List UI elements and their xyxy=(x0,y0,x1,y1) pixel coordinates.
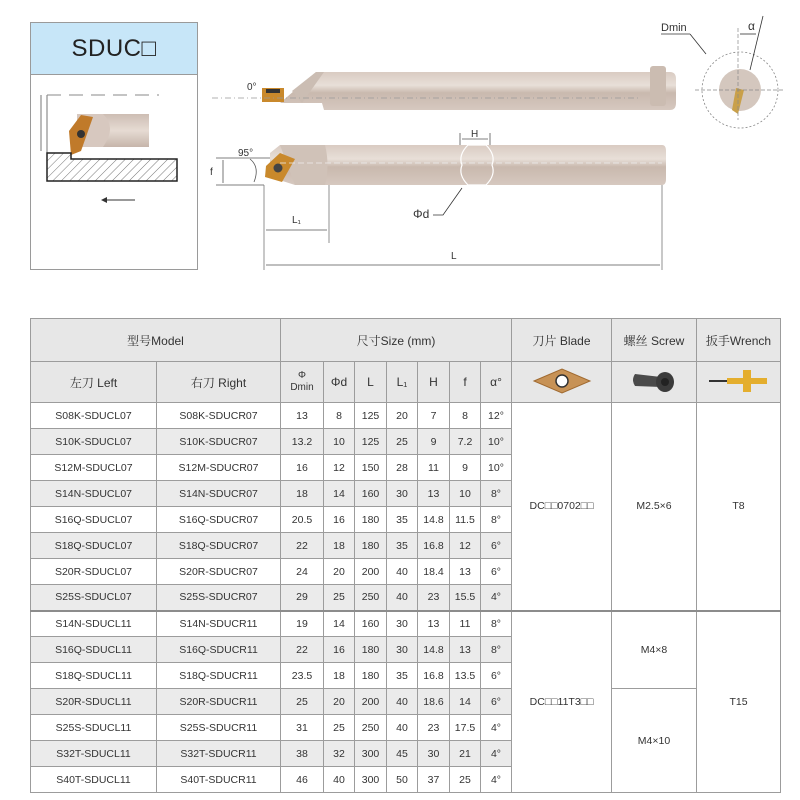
cell-H: 18.4 xyxy=(418,559,450,585)
cell-L: 200 xyxy=(355,689,387,715)
cell-L1: 20 xyxy=(387,403,418,429)
cell-L: 200 xyxy=(355,559,387,585)
cell-alpha: 6° xyxy=(481,559,512,585)
cell-L1: 30 xyxy=(387,611,418,637)
end-view-drawing xyxy=(650,10,800,140)
model-right: S32T-SDUCR11 xyxy=(157,741,281,767)
model-left: S14N-SDUCL07 xyxy=(31,481,157,507)
cell-d: 18 xyxy=(324,533,355,559)
model-left: S32T-SDUCL11 xyxy=(31,741,157,767)
cell-alpha: 4° xyxy=(481,767,512,793)
cell-dmin: 13 xyxy=(281,403,324,429)
cell-dmin: 19 xyxy=(281,611,324,637)
cell-L1: 28 xyxy=(387,455,418,481)
model-left: S16Q-SDUCL11 xyxy=(31,637,157,663)
cell-H: 11 xyxy=(418,455,450,481)
cell-alpha: 10° xyxy=(481,429,512,455)
boring-schematic xyxy=(31,75,197,269)
header-blade: 刀片 Blade xyxy=(512,319,612,362)
cell-dmin: 24 xyxy=(281,559,324,585)
cell-d: 20 xyxy=(324,689,355,715)
model-left: S12M-SDUCL07 xyxy=(31,455,157,481)
model-left: S20R-SDUCL11 xyxy=(31,689,157,715)
cell-L1: 50 xyxy=(387,767,418,793)
model-left: S18Q-SDUCL07 xyxy=(31,533,157,559)
cell-L: 150 xyxy=(355,455,387,481)
model-left: S25S-SDUCL07 xyxy=(31,585,157,611)
tool-drawing xyxy=(200,55,680,275)
model-left: S40T-SDUCL11 xyxy=(31,767,157,793)
header-dmin-top: Φ xyxy=(298,370,306,381)
cell-H: 7 xyxy=(418,403,450,429)
cell-H: 23 xyxy=(418,715,450,741)
screw-07: M2.5×6 xyxy=(612,403,697,611)
cell-alpha: 12° xyxy=(481,403,512,429)
table-row xyxy=(31,611,781,637)
header-phid: Φd xyxy=(324,362,355,403)
cell-L1: 40 xyxy=(387,689,418,715)
rake-angle-label: 0° xyxy=(247,82,257,93)
cell-f: 10 xyxy=(450,481,481,507)
cell-f: 11 xyxy=(450,611,481,637)
model-right: S14N-SDUCR11 xyxy=(157,611,281,637)
cell-H: 13 xyxy=(418,481,450,507)
product-title: SDUC□ xyxy=(31,23,197,75)
cell-f: 9 xyxy=(450,455,481,481)
cell-d: 14 xyxy=(324,611,355,637)
model-right: S25S-SDUCR11 xyxy=(157,715,281,741)
cell-L1: 30 xyxy=(387,481,418,507)
cell-d: 10 xyxy=(324,429,355,455)
header-screw: 螺丝 Screw xyxy=(612,319,697,362)
cell-alpha: 8° xyxy=(481,611,512,637)
model-right: S18Q-SDUCR11 xyxy=(157,663,281,689)
header-L1: L₁ xyxy=(387,362,418,403)
header-dmin xyxy=(281,362,324,403)
cell-f: 13.5 xyxy=(450,663,481,689)
cell-dmin: 46 xyxy=(281,767,324,793)
model-left: S14N-SDUCL11 xyxy=(31,611,157,637)
screw-icon xyxy=(612,362,697,403)
dmin-label: Dmin xyxy=(661,22,687,34)
wrench-07: T8 xyxy=(697,403,781,611)
model-left: S25S-SDUCL11 xyxy=(31,715,157,741)
cell-f: 13 xyxy=(450,637,481,663)
cell-alpha: 6° xyxy=(481,663,512,689)
header-right: 右刀 Right xyxy=(157,362,281,403)
cell-dmin: 25 xyxy=(281,689,324,715)
cell-d: 14 xyxy=(324,481,355,507)
cell-L: 180 xyxy=(355,663,387,689)
model-right: S12M-SDUCR07 xyxy=(157,455,281,481)
header-alpha: α° xyxy=(481,362,512,403)
cell-L: 125 xyxy=(355,429,387,455)
cell-L: 180 xyxy=(355,507,387,533)
cell-d: 16 xyxy=(324,637,355,663)
cell-f: 11.5 xyxy=(450,507,481,533)
alpha-label: α xyxy=(748,19,755,33)
cell-d: 16 xyxy=(324,507,355,533)
l-dim-label: L xyxy=(451,251,457,262)
cell-dmin: 23.5 xyxy=(281,663,324,689)
cell-H: 9 xyxy=(418,429,450,455)
header-dmin-bottom: Dmin xyxy=(290,382,314,393)
cell-f: 7.2 xyxy=(450,429,481,455)
cell-alpha: 8° xyxy=(481,481,512,507)
cell-L1: 30 xyxy=(387,637,418,663)
cell-L1: 35 xyxy=(387,663,418,689)
cell-L1: 25 xyxy=(387,429,418,455)
cell-alpha: 10° xyxy=(481,455,512,481)
model-left: S20R-SDUCL07 xyxy=(31,559,157,585)
cell-H: 14.8 xyxy=(418,637,450,663)
header-H: H xyxy=(418,362,450,403)
cell-L: 180 xyxy=(355,637,387,663)
cell-f: 21 xyxy=(450,741,481,767)
cell-d: 40 xyxy=(324,767,355,793)
f-dim-label: f xyxy=(210,167,213,178)
cell-alpha: 8° xyxy=(481,507,512,533)
cell-H: 37 xyxy=(418,767,450,793)
cell-alpha: 6° xyxy=(481,533,512,559)
cell-dmin: 31 xyxy=(281,715,324,741)
cell-f: 17.5 xyxy=(450,715,481,741)
model-right: S14N-SDUCR07 xyxy=(157,481,281,507)
cell-d: 12 xyxy=(324,455,355,481)
screw-11a: M4×8 xyxy=(612,611,697,689)
wrench-icon xyxy=(697,362,781,403)
cell-L: 180 xyxy=(355,533,387,559)
model-right: S20R-SDUCR11 xyxy=(157,689,281,715)
cell-f: 25 xyxy=(450,767,481,793)
cell-alpha: 4° xyxy=(481,741,512,767)
cell-f: 15.5 xyxy=(450,585,481,611)
cell-dmin: 16 xyxy=(281,455,324,481)
blade-07: DC□□0702□□ xyxy=(512,403,612,611)
model-right: S10K-SDUCR07 xyxy=(157,429,281,455)
cell-d: 25 xyxy=(324,585,355,611)
table-row xyxy=(31,403,781,429)
model-left: S18Q-SDUCL11 xyxy=(31,663,157,689)
phid-label: Φd xyxy=(413,207,430,221)
cell-L1: 35 xyxy=(387,533,418,559)
cell-alpha: 4° xyxy=(481,585,512,611)
l1-dim-label: L₁ xyxy=(292,215,301,226)
model-left: S08K-SDUCL07 xyxy=(31,403,157,429)
cell-H: 13 xyxy=(418,611,450,637)
cell-H: 14.8 xyxy=(418,507,450,533)
model-right: S25S-SDUCR07 xyxy=(157,585,281,611)
blade-11: DC□□11T3□□ xyxy=(512,611,612,793)
cell-L: 125 xyxy=(355,403,387,429)
model-right: S40T-SDUCR11 xyxy=(157,767,281,793)
cell-alpha: 8° xyxy=(481,637,512,663)
cell-L: 160 xyxy=(355,611,387,637)
cell-f: 14 xyxy=(450,689,481,715)
cell-f: 13 xyxy=(450,559,481,585)
cell-d: 32 xyxy=(324,741,355,767)
cell-f: 8 xyxy=(450,403,481,429)
cell-L1: 35 xyxy=(387,507,418,533)
cell-dmin: 18 xyxy=(281,481,324,507)
cell-dmin: 29 xyxy=(281,585,324,611)
cell-L: 300 xyxy=(355,741,387,767)
cell-L: 300 xyxy=(355,767,387,793)
cell-L: 160 xyxy=(355,481,387,507)
model-right: S16Q-SDUCR07 xyxy=(157,507,281,533)
cell-d: 8 xyxy=(324,403,355,429)
cell-H: 16.8 xyxy=(418,533,450,559)
table-row xyxy=(31,689,781,715)
header-wrench: 扳手Wrench xyxy=(697,319,781,362)
wrench-11: T15 xyxy=(697,611,781,793)
cell-alpha: 6° xyxy=(481,689,512,715)
cell-d: 20 xyxy=(324,559,355,585)
lead-angle-label: 95° xyxy=(238,148,254,159)
cell-L1: 40 xyxy=(387,715,418,741)
model-right: S08K-SDUCR07 xyxy=(157,403,281,429)
cell-L1: 40 xyxy=(387,559,418,585)
model-left: S10K-SDUCL07 xyxy=(31,429,157,455)
cell-alpha: 4° xyxy=(481,715,512,741)
cell-L: 250 xyxy=(355,715,387,741)
blade-insert-icon xyxy=(512,362,612,403)
cell-dmin: 22 xyxy=(281,533,324,559)
header-L: L xyxy=(355,362,387,403)
title-box xyxy=(30,22,198,270)
screw-11b: M4×10 xyxy=(612,689,697,793)
cell-dmin: 22 xyxy=(281,637,324,663)
spec-table xyxy=(30,318,781,793)
header-f: f xyxy=(450,362,481,403)
cell-H: 18.6 xyxy=(418,689,450,715)
header-left: 左刀 Left xyxy=(31,362,157,403)
cell-H: 16.8 xyxy=(418,663,450,689)
cell-dmin: 20.5 xyxy=(281,507,324,533)
cell-dmin: 13.2 xyxy=(281,429,324,455)
cell-L1: 40 xyxy=(387,585,418,611)
cell-H: 23 xyxy=(418,585,450,611)
cell-H: 30 xyxy=(418,741,450,767)
model-right: S18Q-SDUCR07 xyxy=(157,533,281,559)
cell-d: 25 xyxy=(324,715,355,741)
cell-f: 12 xyxy=(450,533,481,559)
model-left: S16Q-SDUCL07 xyxy=(31,507,157,533)
cell-d: 18 xyxy=(324,663,355,689)
model-right: S16Q-SDUCR11 xyxy=(157,637,281,663)
cell-L: 250 xyxy=(355,585,387,611)
header-size: 尺寸Size (mm) xyxy=(281,319,512,362)
model-right: S20R-SDUCR07 xyxy=(157,559,281,585)
header-model: 型号Model xyxy=(31,319,281,362)
cell-L1: 45 xyxy=(387,741,418,767)
h-dim-label: H xyxy=(471,129,479,140)
cell-dmin: 38 xyxy=(281,741,324,767)
